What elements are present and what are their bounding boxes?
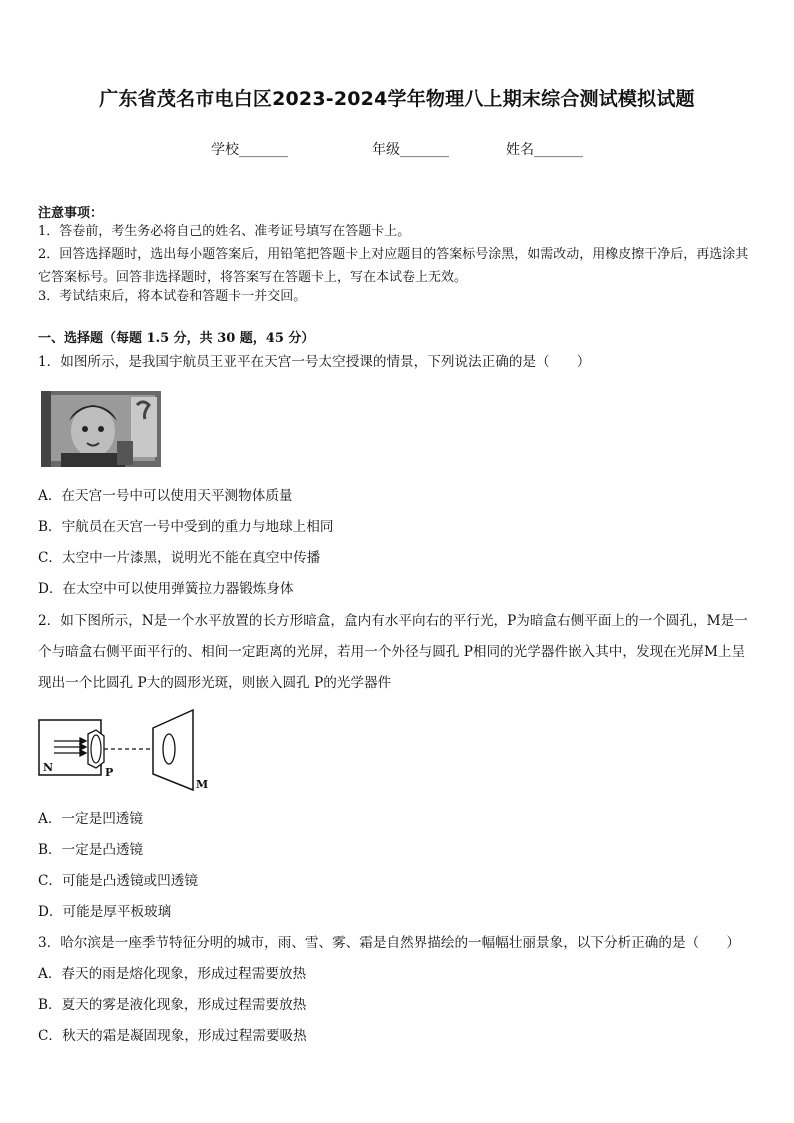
name-field: 姓名_______ <box>506 142 583 158</box>
notes-heading: 注意事项： <box>38 206 104 221</box>
label-p: P <box>105 766 114 779</box>
grade-field: 年级_______ <box>372 142 449 158</box>
question-1-stem: 1．如图所示，是我国宇航员王亚平在天宫一号太空授课的情景，下列说法正确的是（ ） <box>38 354 591 370</box>
question-2-option-c: C．可能是凸透镜或凹透镜 <box>38 873 198 889</box>
question-3-stem: 3．哈尔滨是一座季节特征分明的城市，雨、雪、雾、霜是自然界描绘的一幅幅壮丽景象，以下分析正确的是（ ） <box>38 935 740 951</box>
question-3-option-c: C．秋天的霜是凝固现象，形成过程需要吸热 <box>38 1028 307 1044</box>
optics-diagram <box>38 708 218 794</box>
question-3-option-b: B．夏天的雾是液化现象，形成过程需要放热 <box>38 997 307 1013</box>
label-n: N <box>43 761 54 774</box>
label-m: M <box>196 778 209 791</box>
question-2-stem: 2．如下图所示，N是一个水平放置的长方形暗盒，盒内有水平向右的平行光，P为暗盒右侧平面上的一个圆孔，M是一个与暗盒右侧平面平行的、相间一定距离的光屏，若用一个外径与圆孔 P相同的光学器件嵌入其中，发现在光屏M上呈现出一个比圆孔 P大的圆形光斑，则嵌入圆孔 P的光学器件 <box>38 613 748 691</box>
note-item-2: 2．回答选择题时，选出每小题答案后，用铅笔把答题卡上对应题目的答案标号涂黑，如需改动，用橡皮擦干净后，再选涂其它答案标号。回答非选择题时，将答案写在答题卡上，写在本试卷上无效。 <box>38 247 749 285</box>
note-item-3: 3．考试结束后，将本试卷和答题卡一并交回。 <box>38 289 307 304</box>
astronaut-photo <box>41 391 161 467</box>
question-2-option-a: A．一定是凹透镜 <box>38 811 143 827</box>
question-1-option-a: A．在天宫一号中可以使用天平测物体质量 <box>38 488 293 504</box>
question-1-option-c: C．太空中一片漆黑，说明光不能在真空中传播 <box>38 550 321 566</box>
question-3-option-a: A．春天的雨是熔化现象，形成过程需要放热 <box>38 966 307 982</box>
page-title: 广东省茂名市电白区2023-2024学年物理八上期末综合测试模拟试题 <box>99 88 695 110</box>
question-1-option-b: B．宇航员在天宫一号中受到的重力与地球上相同 <box>38 519 334 535</box>
school-field: 学校_______ <box>211 142 288 158</box>
question-2-option-d: D．可能是厚平板玻璃 <box>38 904 172 920</box>
question-2-option-b: B．一定是凸透镜 <box>38 842 144 858</box>
note-item-1: 1．答卷前，考生务必将自己的姓名、准考证号填写在答题卡上。 <box>38 224 411 239</box>
section-heading: 一、选择题（每题 1.5 分，共 30 题，45 分） <box>38 331 315 346</box>
question-1-option-d: D．在太空中可以使用弹簧拉力器锻炼身体 <box>38 581 294 597</box>
